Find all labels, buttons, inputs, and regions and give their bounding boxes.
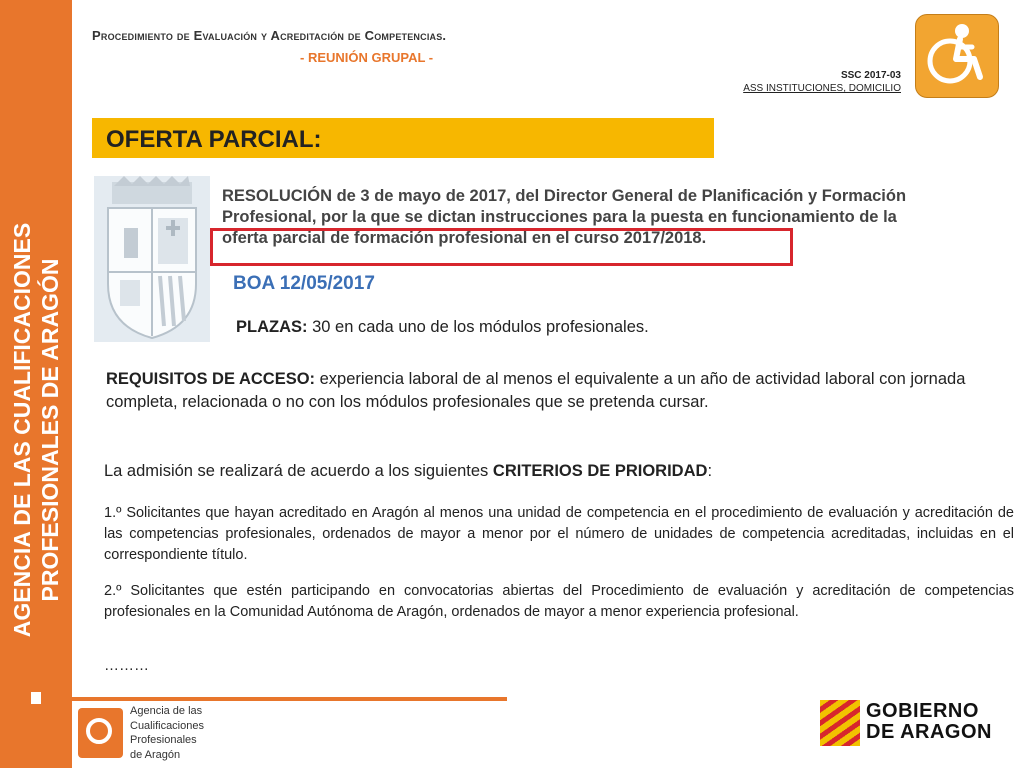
requisitos-paragraph xyxy=(106,368,1006,414)
agency-line-2: Cualificaciones xyxy=(130,719,204,732)
requisitos-label: REQUISITOS DE ACCESO: xyxy=(106,370,316,388)
agency-name xyxy=(130,704,204,762)
page-header-subtitle: - REUNIÓN GRUPAL - xyxy=(300,50,434,65)
sidebar xyxy=(0,0,72,768)
criterion-1: 1.º Solicitantes que hayan acreditado en Aragón al menos una unidad de competencia en el procedimiento de evaluación y acreditación de las competencias profesionales, ordenados de mayor a menor por el número de unidades de competencia acreditadas, incluidas en el correspondiente título. xyxy=(104,505,1014,563)
admision-text: La admisión se realizará de acuerdo a los siguientes xyxy=(104,462,493,480)
agency-line-1: Agencia de las xyxy=(130,705,203,717)
course-code-detail: ASS INSTITUCIONES, DOMICILIO xyxy=(743,83,901,94)
section-title: OFERTA PARCIAL: xyxy=(106,126,322,153)
gobierno-aragon-logo xyxy=(820,700,1000,748)
agency-logo-icon xyxy=(78,708,123,758)
resolution-line-2: Profesional, por la que se dictan instrucciones para la puesta en funcionamiento de la xyxy=(222,208,897,226)
agency-logo-ring xyxy=(86,718,112,744)
gobierno-text xyxy=(866,701,992,743)
plazas-text: 30 en cada uno de los módulos profesionales. xyxy=(307,318,649,336)
admision-end: : xyxy=(707,462,713,480)
sidebar-line-1: AGENCIA DE LAS CUALIFICACIONES xyxy=(9,222,35,638)
aragon-flag-icon xyxy=(820,700,860,746)
boa-date: BOA 12/05/2017 xyxy=(233,273,375,294)
sidebar-line-2: PROFESIONALES DE ARAGÓN xyxy=(37,258,63,602)
aragon-shield-icon xyxy=(94,176,210,342)
footer-divider xyxy=(72,697,507,701)
requisitos-text: experiencia laboral de al menos el equivalente a un año de actividad laboral con jornada completa, relacionada o no con los módulos profesionales que se pretenda cursar. xyxy=(106,370,966,411)
highlight-box xyxy=(210,228,793,266)
resolution-line-3: oferta parcial de formación profesional en el curso 2017/2018. xyxy=(222,229,707,247)
sidebar-marker xyxy=(31,692,41,704)
admision-paragraph xyxy=(104,462,712,481)
admision-bold: CRITERIOS DE PRIORIDAD xyxy=(492,462,708,480)
resolution-line-1: RESOLUCIÓN de 3 de mayo de 2017, del Director General de Planificación y Formación xyxy=(222,187,907,205)
plazas-label: PLAZAS: xyxy=(236,318,308,336)
sidebar-agency-name xyxy=(8,130,64,730)
gobierno-line-2: DE ARAGON xyxy=(866,721,992,743)
section-title-bar xyxy=(92,118,714,158)
wheelchair-logo-icon xyxy=(915,14,999,98)
criterion-2: 2.º Solicitantes que estén participando en convocatorias abiertas del Procedimiento de evaluación y acreditación de competencias profesionales en la Comunidad Autónoma de Aragón, ordenados de mayor a menor experiencia profesional. xyxy=(104,583,1014,620)
gobierno-line-1: GOBIERNO xyxy=(866,700,979,722)
page-header-title: Procedimiento de Evaluación y Acreditación de Competencias. xyxy=(92,28,447,43)
agency-line-3: Profesionales xyxy=(130,734,197,746)
course-code: SSC 2017-03 xyxy=(840,70,901,81)
plazas-paragraph xyxy=(236,318,649,337)
ellipsis: ……… xyxy=(104,657,149,674)
course-code-block xyxy=(743,69,901,95)
agency-line-4: de Aragón xyxy=(130,748,181,761)
